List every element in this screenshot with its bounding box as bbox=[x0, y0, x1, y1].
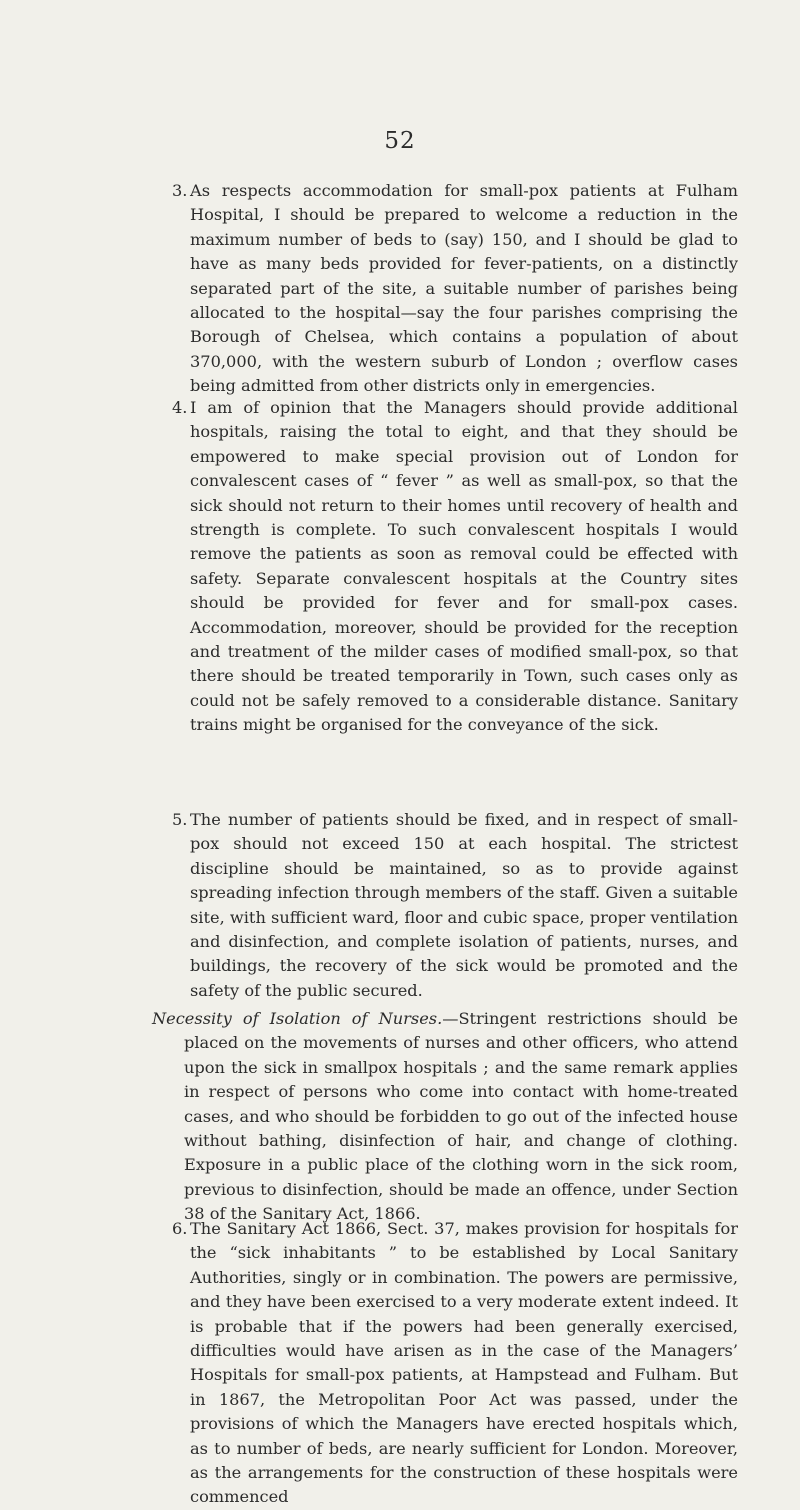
paragraph-text: The number of patients should be fixed, and in respect of small-pox should not exceed 150 at each hospital. The strictest discipline should be maintained, so as to provide against spreading infection through members of the staff. Given a suitable site, with sufficient ward, floor and cubic space, proper ventilation and disinfection, and complete isolation of patients, nurses, and buildings, the recovery of the sick would be promoted and the safety of the public secured. bbox=[190, 810, 738, 1000]
paragraph-3 bbox=[172, 179, 738, 399]
paragraph-text: The Sanitary Act 1866, Sect. 37, makes provision for hospitals for the “sick inhabitants ” to be established by Local Sanitary Authorities, singly or in combination. The powers are permissive, and they have been exercised to a very moderate extent indeed. It is probable that if the powers had been generally exercised, difficulties would have arisen as in the case of the Managers’ Hospitals for small-pox patients, at Hampstead and Fulham. But in 1867, the Metropolitan Poor Act was passed, under the provisions of which the Managers have erected hospitals which, as to number of beds, are nearly sufficient for London. Moreover, as the arrangements for the construction of these hospitals were commenced bbox=[190, 1219, 738, 1507]
paragraph-6 bbox=[172, 1217, 738, 1510]
paragraph-number: 6. bbox=[172, 1219, 188, 1238]
paragraph-text: As respects accommodation for small-pox patients at Fulham Hospital, I should be prepared to welcome a reduction in the maximum number of beds to (say) 150, and I should be glad to have as many beds provided for fever-patients, on a distinctly separated part of the site, a suitable number of parishes being allocated to the hospital—say the four parishes comprising the Borough of Chelsea, which contains a population of about 370,000, with the western suburb of London ; overflow cases being admitted from other districts only in emergencies. bbox=[190, 181, 738, 396]
paragraph-number: 3. bbox=[172, 181, 188, 200]
paragraph-number: 5. bbox=[172, 810, 188, 829]
paragraph-text: —Stringent restrictions should be placed on the movements of nurses and other officers, who attend upon the sick in smallpox hospitals ; and the same remark applies in respect of persons who come into contact with home-treated cases, and who should be forbidden to go out of the infected house without bathing, disinfection of hair, and change of clothing. Exposure in a public place of the clothing worn in the sick room, previous to disinfection, should be made an offence, under Section 38 of the Sanitary Act, 1866. bbox=[184, 1009, 739, 1224]
paragraph-number: 4. bbox=[172, 398, 188, 417]
section-heading: Necessity of Isolation of Nurses. bbox=[152, 1009, 443, 1028]
paragraph-text: I am of opinion that the Managers should provide additional hospitals, raising the total to eight, and that they should be empowered to make special provision out of London for convalescent cases of “ fever ” as well as small-pox, so that the sick should not return to their homes until recovery of health and strength is complete. To such convalescent hospitals I would remove the patients as soon as removal could be effected with safety. Separate convalescent hospitals at the Country sites should be provided for fever and for small-pox cases. Accommodation, moreover, should be provided for the reception and treatment of the milder cases of modified small-pox, so that there should be treated temporarily in Town, such cases only as could not be safely removed to a considerable distance. Sanitary trains might be organised for the conveyance of the sick. bbox=[190, 398, 738, 735]
page-number: 52 bbox=[384, 128, 416, 154]
paragraph-isolation-of-nurses bbox=[152, 1007, 738, 1227]
paragraph-5 bbox=[172, 808, 738, 1003]
paragraph-4 bbox=[172, 396, 738, 738]
